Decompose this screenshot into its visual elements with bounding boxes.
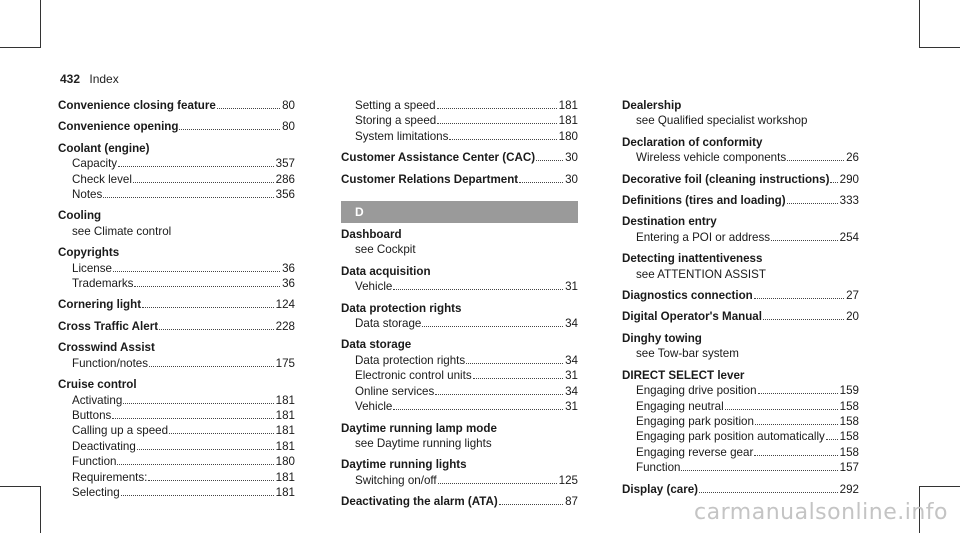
page-reference: 36 (282, 277, 295, 291)
index-entry (622, 331, 859, 346)
page-reference: 181 (275, 439, 295, 453)
index-entry[interactable] (341, 150, 578, 165)
entry-label: Engaging neutral (636, 399, 724, 413)
index-subentry[interactable] (58, 393, 295, 408)
section-letter-bar: D (341, 201, 578, 223)
index-entry (622, 98, 859, 113)
entry-label: Daytime running lamp mode (341, 421, 497, 435)
index-column-2 (341, 98, 578, 510)
index-subentry[interactable] (341, 279, 578, 294)
index-subentry (622, 113, 859, 128)
entry-label: Vehicle (355, 280, 393, 294)
leader-dots (393, 289, 563, 290)
page-reference: 31 (565, 280, 578, 294)
index-column-1 (58, 98, 295, 500)
index-subentry[interactable] (341, 368, 578, 383)
leader-dots (169, 433, 274, 434)
page-reference: 180 (275, 455, 295, 469)
leader-dots (134, 286, 280, 287)
index-entry[interactable] (622, 309, 859, 324)
leader-dots (725, 409, 838, 410)
index-entry (58, 245, 295, 260)
entry-label: see Qualified specialist workshop (636, 114, 808, 128)
crop-mark (920, 47, 960, 48)
entry-label: Data storage (355, 317, 422, 331)
page-reference: 181 (275, 408, 295, 422)
leader-dots (148, 480, 273, 481)
page-reference: 181 (275, 485, 295, 499)
entry-label: Function (636, 461, 681, 475)
entry-label: Deactivating the alarm (ATA) (341, 495, 498, 509)
leader-dots (830, 182, 837, 183)
leader-dots (754, 298, 844, 299)
entry-label: Definitions (tires and loading) (622, 194, 786, 208)
crop-mark (40, 0, 41, 48)
leader-dots (473, 378, 563, 379)
entry-label: Dinghy towing (622, 331, 702, 345)
entry-label: Daytime running lights (341, 458, 467, 472)
index-subentry[interactable] (58, 276, 295, 291)
entry-label: Vehicle (355, 400, 393, 414)
leader-dots (113, 271, 280, 272)
index-entry (341, 421, 578, 436)
index-entry[interactable] (58, 119, 295, 134)
crop-mark (0, 486, 40, 487)
index-subentry[interactable] (622, 429, 859, 444)
index-subentry[interactable] (341, 98, 578, 113)
index-entry (622, 368, 859, 383)
leader-dots (754, 455, 837, 456)
page-reference: 30 (565, 172, 578, 186)
index-entry (341, 337, 578, 352)
entry-label: Engaging park position (636, 414, 754, 428)
entry-label: Crosswind Assist (58, 341, 155, 355)
page-reference: 290 (839, 172, 859, 186)
entry-label: Convenience opening (58, 120, 179, 134)
entry-label: Convenience closing feature (58, 99, 216, 112)
entry-label: Destination entry (622, 215, 717, 229)
page-reference: 181 (558, 99, 578, 112)
index-entry[interactable] (341, 494, 578, 509)
page-reference: 333 (839, 194, 859, 208)
index-entry (341, 227, 578, 242)
leader-dots (449, 139, 556, 140)
page-reference: 158 (839, 445, 859, 459)
entry-label: see Daytime running lights (355, 436, 492, 450)
section-title: Index (89, 72, 119, 86)
leader-dots (771, 240, 838, 241)
leader-dots (755, 424, 838, 425)
page-number: 432 (60, 72, 81, 86)
entry-label: Entering a POI or address (636, 230, 771, 244)
page-reference: 228 (275, 319, 295, 333)
leader-dots (159, 329, 274, 330)
index-subentry[interactable] (58, 261, 295, 276)
index-subentry[interactable] (341, 316, 578, 331)
entry-label: Setting a speed (355, 99, 436, 112)
entry-label: Cornering light (58, 298, 142, 312)
leader-dots (179, 129, 280, 130)
leader-dots (437, 123, 556, 124)
index-subentry[interactable] (341, 384, 578, 399)
entry-label: Calling up a speed (72, 424, 169, 438)
entry-label: Cross Traffic Alert (58, 319, 159, 333)
entry-label: DIRECT SELECT lever (622, 368, 745, 382)
index-subentry (341, 436, 578, 451)
index-entry[interactable] (622, 172, 859, 187)
index-subentry[interactable] (341, 113, 578, 128)
entry-label: Capacity (72, 157, 118, 171)
entry-label: Switching on/off (355, 473, 437, 487)
page-reference: 158 (839, 399, 859, 413)
page-reference: 87 (565, 495, 578, 509)
index-subentry[interactable] (341, 473, 578, 488)
index-subentry[interactable] (58, 172, 295, 187)
page-reference: 26 (846, 151, 859, 165)
page-reference: 80 (282, 120, 295, 134)
entry-label: see Climate control (72, 224, 172, 238)
entry-label: Engaging reverse gear (636, 445, 754, 459)
entry-label: see Tow-bar system (636, 347, 739, 361)
index-subentry (58, 224, 295, 239)
entry-label: Function/notes (72, 356, 149, 370)
page-reference: 80 (282, 99, 295, 112)
leader-dots (763, 319, 844, 320)
leader-dots (787, 160, 844, 161)
leader-dots (149, 366, 274, 367)
entry-label: Buttons (72, 408, 112, 422)
leader-dots (519, 182, 563, 183)
index-subentry[interactable] (58, 470, 295, 485)
leader-dots (435, 394, 563, 395)
crop-mark (40, 486, 41, 533)
page-reference: 286 (275, 172, 295, 186)
leader-dots (438, 483, 557, 484)
leader-dots (826, 439, 838, 440)
index-entry[interactable] (58, 297, 295, 312)
entry-label: Electronic control units (355, 369, 472, 383)
index-subentry (622, 267, 859, 282)
entry-label: Storing a speed (355, 114, 437, 128)
entry-label: Function (72, 455, 117, 469)
leader-dots (758, 393, 838, 394)
crop-mark (0, 47, 40, 48)
entry-label: Dealership (622, 99, 682, 112)
leader-dots (123, 403, 273, 404)
page-reference: 124 (275, 298, 295, 312)
index-subentry[interactable] (341, 353, 578, 368)
index-subentry[interactable] (58, 408, 295, 423)
index-subentry[interactable] (58, 187, 295, 202)
page-reference: 159 (839, 384, 859, 398)
entry-label: Customer Relations Department (341, 172, 519, 186)
entry-label: Wireless vehicle components (636, 151, 787, 165)
entry-label: Declaration of conformity (622, 135, 763, 149)
crop-mark (919, 0, 920, 48)
index-entry[interactable] (622, 482, 859, 497)
page-reference: 175 (275, 356, 295, 370)
page-reference: 158 (839, 430, 859, 444)
leader-dots (437, 108, 557, 109)
page-reference: 27 (846, 289, 859, 303)
entry-label: Cruise control (58, 378, 137, 392)
index-subentry[interactable] (622, 445, 859, 460)
index-subentry[interactable] (622, 230, 859, 245)
entry-label: System limitations (355, 129, 449, 143)
index-subentry (341, 242, 578, 257)
entry-label: Trademarks (72, 277, 134, 291)
page-reference: 158 (839, 414, 859, 428)
index-subentry (622, 346, 859, 361)
page-reference: 292 (839, 482, 859, 496)
entry-label: Deactivating (72, 439, 136, 453)
index-subentry[interactable] (58, 356, 295, 371)
leader-dots (137, 449, 274, 450)
page-reference: 254 (839, 230, 859, 244)
index-entry (622, 135, 859, 150)
page-reference: 356 (275, 188, 295, 202)
index-entry (58, 141, 295, 156)
leader-dots (681, 470, 837, 471)
page-header (60, 72, 119, 86)
index-entry[interactable] (58, 319, 295, 334)
index-entry[interactable] (58, 98, 295, 113)
entry-label: Coolant (engine) (58, 141, 150, 155)
entry-label: Data acquisition (341, 264, 431, 278)
page-reference: 181 (558, 114, 578, 128)
page-reference: 30 (565, 151, 578, 165)
page-reference: 36 (282, 261, 295, 275)
entry-label: Display (care) (622, 482, 699, 496)
index-subentry[interactable] (58, 439, 295, 454)
index-subentry[interactable] (622, 399, 859, 414)
index-entry (341, 301, 578, 316)
leader-dots (422, 326, 563, 327)
entry-label: Dashboard (341, 228, 402, 242)
entry-label: Data protection rights (355, 353, 466, 367)
entry-label: Data protection rights (341, 301, 462, 315)
entry-label: Digital Operator's Manual (622, 310, 762, 324)
leader-dots (536, 160, 563, 161)
entry-label: Detecting inattentiveness (622, 252, 763, 266)
leader-dots (466, 363, 563, 364)
page-reference: 180 (558, 129, 578, 143)
page-reference: 31 (565, 400, 578, 414)
index-subentry[interactable] (341, 129, 578, 144)
index-entry (341, 457, 578, 472)
page-reference: 181 (275, 424, 295, 438)
leader-dots (118, 166, 274, 167)
index-entry[interactable] (622, 193, 859, 208)
entry-label: Data storage (341, 338, 412, 352)
page-reference: 34 (565, 353, 578, 367)
leader-dots (499, 504, 563, 505)
page-reference: 181 (275, 470, 295, 484)
index-subentry[interactable] (622, 460, 859, 475)
index-entry (58, 208, 295, 223)
leader-dots (112, 418, 273, 419)
leader-dots (787, 203, 838, 204)
page-reference: 157 (839, 461, 859, 475)
entry-label: Decorative foil (cleaning instructions) (622, 172, 830, 186)
crop-mark (920, 486, 960, 487)
page-reference: 181 (275, 393, 295, 407)
entry-label: License (72, 261, 112, 275)
leader-dots (699, 492, 838, 493)
entry-label: Engaging park position automatically (636, 430, 825, 444)
entry-label: Diagnostics connection (622, 289, 753, 303)
index-subentry[interactable] (622, 383, 859, 398)
index-entry[interactable] (622, 288, 859, 303)
entry-label: Selecting (72, 485, 120, 499)
index-entry (58, 377, 295, 392)
leader-dots (103, 197, 273, 198)
index-subentry[interactable] (622, 150, 859, 165)
index-entry (622, 251, 859, 266)
index-subentry[interactable] (58, 423, 295, 438)
index-entry (622, 214, 859, 229)
index-subentry[interactable] (58, 454, 295, 469)
page-reference: 125 (558, 473, 578, 487)
entry-label: Notes (72, 188, 103, 202)
entry-label: see Cockpit (355, 243, 416, 257)
entry-label: Customer Assistance Center (CAC) (341, 151, 536, 165)
index-column-3 (622, 98, 859, 497)
page-reference: 34 (565, 384, 578, 398)
leader-dots (133, 182, 274, 183)
leader-dots (121, 495, 274, 496)
page-reference: 31 (565, 369, 578, 383)
index-subentry[interactable] (58, 485, 295, 500)
index-entry[interactable] (341, 172, 578, 187)
entry-label: see ATTENTION ASSIST (636, 267, 766, 281)
entry-label: Check level (72, 172, 132, 186)
entry-label: Requirements: (72, 470, 148, 484)
entry-label: Online services (355, 384, 435, 398)
leader-dots (217, 108, 280, 109)
entry-label: Copyrights (58, 246, 120, 260)
index-entry (58, 340, 295, 355)
index-entry (341, 264, 578, 279)
leader-dots (117, 464, 273, 465)
entry-label: Activating (72, 393, 123, 407)
page-reference: 357 (275, 157, 295, 171)
index-subentry[interactable] (58, 156, 295, 171)
entry-label: Cooling (58, 209, 102, 223)
page-reference: 34 (565, 317, 578, 331)
index-subentry[interactable] (341, 399, 578, 414)
page-reference: 20 (846, 310, 859, 324)
leader-dots (142, 307, 274, 308)
index-subentry[interactable] (622, 414, 859, 429)
entry-label: Engaging drive position (636, 384, 757, 398)
watermark: carmanualsonline.info (694, 500, 948, 525)
leader-dots (393, 409, 563, 410)
